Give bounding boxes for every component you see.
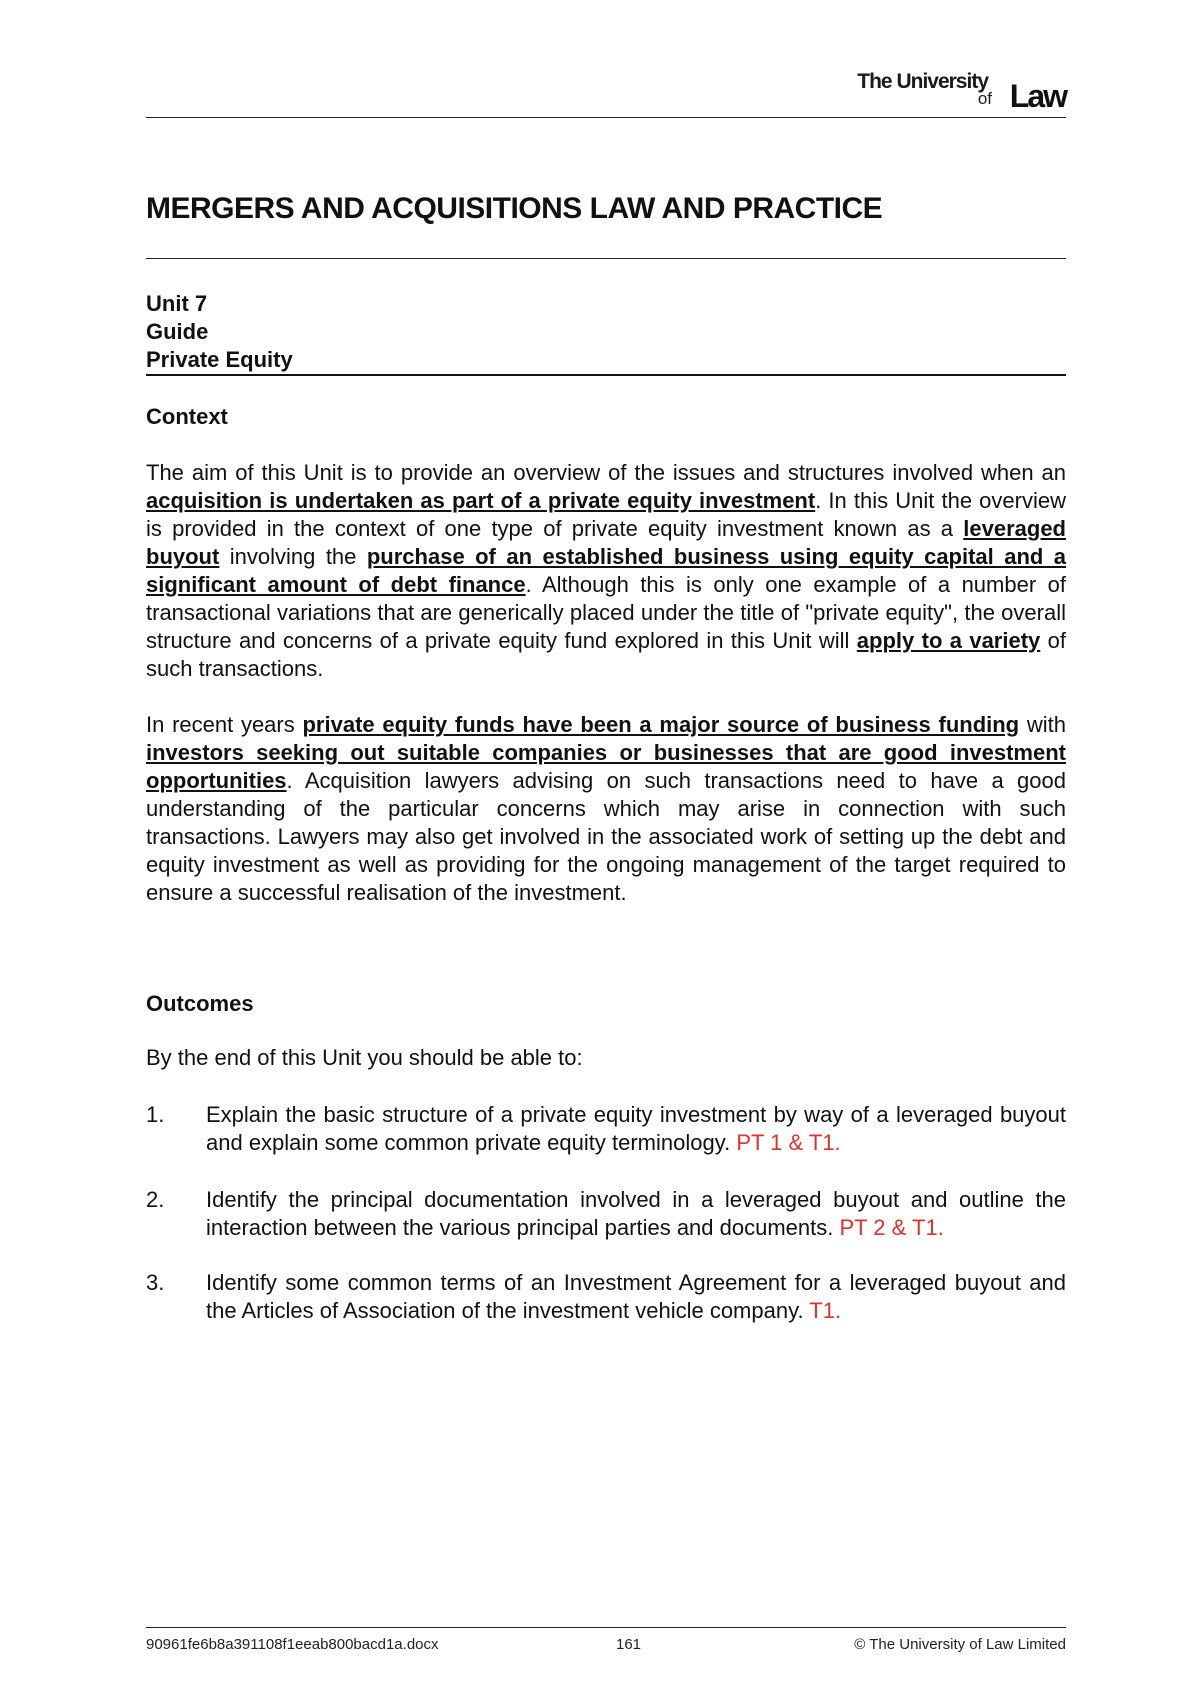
context-heading: Context	[146, 404, 228, 429]
outcome-text	[206, 1186, 1066, 1242]
key-phrase: acquisition is undertaken as part of a private equity investment	[146, 488, 816, 513]
unit-divider	[146, 374, 1066, 376]
outcomes-intro: By the end of this Unit you should be able to:	[146, 1045, 583, 1070]
outcome-number: 3.	[146, 1270, 165, 1295]
footer-page-number: 161	[616, 1636, 642, 1653]
outcome-description: Explain the basic structure of a private equity investment by way of a leveraged buyout and explain some common private equity terminology.	[206, 1102, 1066, 1155]
logo-line2: of	[977, 89, 992, 108]
title-divider	[146, 258, 1066, 259]
outcome-reference: T1.	[809, 1298, 842, 1323]
unit-number: Unit 7	[146, 291, 208, 316]
outcome-reference: PT 1 & T1.	[736, 1130, 841, 1155]
text-run: In recent years	[146, 712, 303, 737]
key-phrase: investors seeking out suitable companies or businesses that are good investment opportunities	[146, 740, 1066, 793]
outcome-description: Identify some common terms of an Investment Agreement for a leveraged buyout and the Articles of Association of the investment vehicle company.	[206, 1270, 1066, 1323]
text-run: The aim of this Unit is to provide an overview of the issues and structures involved when an	[146, 460, 1066, 485]
key-phrase: apply to a variety	[856, 628, 1041, 653]
context-paragraph-2	[146, 711, 1066, 907]
outcome-number: 2.	[146, 1187, 165, 1212]
outcome-text	[206, 1101, 1066, 1157]
key-phrase: purchase of an established business using equity capital and a significant amount of debt finance	[146, 544, 1067, 597]
text-run: . Acquisition lawyers advising on such transactions need to have a good understanding of the particular concerns which may arise in connection with such transactions. Lawyers may also get involved in the associated work of setting up the debt and equity investment as well as providing for the ongoing management of the target required to ensure a successful realisation of the investment.	[146, 768, 1066, 905]
text-run: with	[1019, 712, 1066, 737]
unit-info	[146, 290, 293, 374]
footer-divider	[146, 1627, 1066, 1628]
unit-topic: Private Equity	[146, 347, 293, 372]
text-run: of such transactions.	[146, 628, 1066, 681]
header-divider	[146, 117, 1066, 118]
key-phrase: leveraged buyout	[146, 516, 1066, 569]
logo-line1: The University	[857, 70, 988, 93]
outcomes-heading: Outcomes	[146, 991, 254, 1016]
university-of-law-logo	[858, 70, 1066, 112]
outcome-description: Identify the principal documentation involved in a leveraged buyout and outline the interaction between the various principal parties and documents.	[206, 1187, 1066, 1240]
footer-filename: 90961fe6b8a391108f1eeab800bacd1a.docx	[146, 1636, 439, 1653]
footer-copyright: © The University of Law Limited	[854, 1636, 1066, 1653]
context-paragraph-1	[146, 459, 1066, 683]
outcome-number: 1.	[146, 1102, 165, 1127]
text-run: . Although this is only one example of a number of transactional variations that are generically placed under the title of "private equity", the overall structure and concerns of a private equity fund explored in this Unit will	[146, 572, 1066, 653]
document-title: MERGERS AND ACQUISITIONS LAW AND PRACTICE	[146, 192, 883, 225]
text-run: involving the	[219, 544, 367, 569]
outcome-reference: PT 2 & T1.	[839, 1215, 944, 1240]
text-run: . In this Unit the overview is provided in the context of one type of private equity investment known as a	[146, 488, 1066, 541]
unit-guide-label: Guide	[146, 319, 209, 344]
outcome-text	[206, 1269, 1066, 1325]
key-phrase: private equity funds have been a major source of business funding	[302, 712, 1020, 737]
logo-line3: Law	[1009, 78, 1066, 114]
